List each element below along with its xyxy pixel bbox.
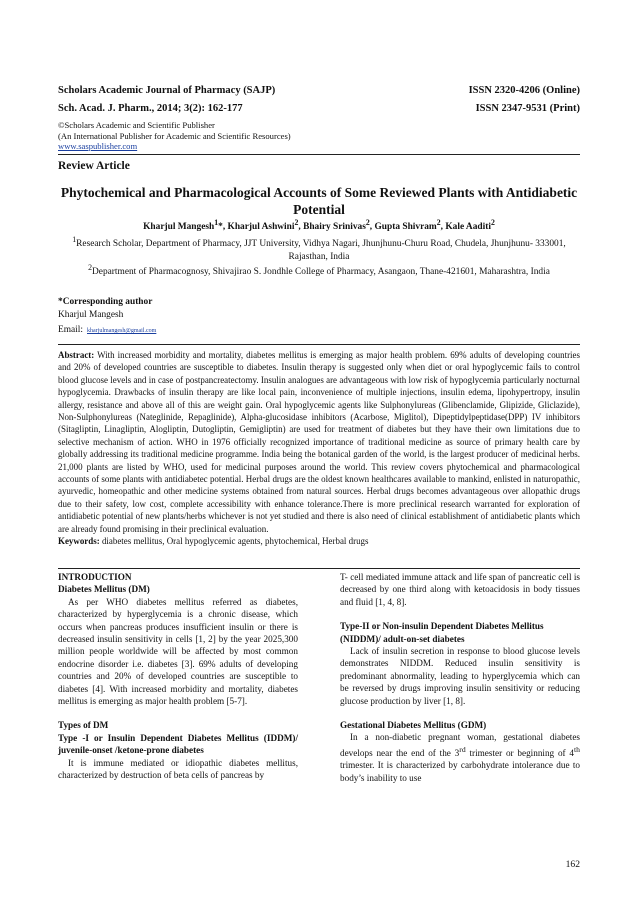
publisher-website-link[interactable]: www.saspublisher.com (58, 141, 138, 151)
gdm-paragraph: In a non-diabetic pregnant woman, gestational diabetes develops near the end of the 3rd trimester or beginning of 4th trimester. It is characterized by carbohydrate intolerance due to body’s inability to use (340, 732, 580, 783)
affiliation-1: $^1$Research Scholar, Department of Pharmacy, JJT University, Vidhya Nagari, Jhunjhunu-Churu Road, Chudela, Jhunjhunu- 333001, Rajasthan, India (72, 235, 566, 262)
type2-heading: Type-II or Non-insulin Dependent Diabetes Mellitus (NIDDM)/ adult-on-set diabetes (340, 621, 544, 644)
keywords-label: Keywords: (58, 536, 100, 547)
citation: Sch. Acad. J. Pharm., 2014; 3(2): 162-177 (58, 103, 243, 114)
issn-print: ISSN 2347-9531 (Print) (475, 103, 580, 114)
type1-heading: Type -I or Insulin Dependent Diabetes Mellitus (IDDM)/ juvenile-onset /ketone-prone diabetes (58, 732, 298, 756)
page-number: 162 (565, 859, 580, 870)
publisher-info (58, 120, 291, 152)
dm-heading: Diabetes Mellitus (DM) (58, 584, 150, 595)
author-1: Kharjul Mangesh (143, 222, 215, 233)
right-column (340, 571, 580, 784)
article-type: Review Article (58, 160, 130, 172)
abstract-label: Abstract: (58, 350, 95, 360)
author-3: Bhairy Srinivas (303, 222, 366, 233)
publisher-line2: (An International Publisher for Academic and Scientific Resources) (58, 130, 291, 141)
corresponding-label: *Corresponding author (58, 297, 153, 307)
corresponding-name: Kharjul Mangesh (58, 309, 124, 320)
corresponding-author (58, 296, 156, 338)
keywords-text: diabetes mellitus, Oral hypoglycemic agents, phytochemical, Herbal drugs (101, 536, 369, 547)
article-title: Phytochemical and Pharmacological Accounts of Some Reviewed Plants with Antidiabetic Potential (60, 185, 578, 217)
author-4: Gupta Shivram (374, 222, 437, 233)
header-divider (58, 154, 580, 155)
gdm-heading: Gestational Diabetes Mellitus (GDM) (340, 720, 487, 731)
continued-paragraph: T- cell mediated immune attack and life span of pancreatic cell is decreased by one third along with ketoacidosis in body tissues and fluid [1, 4, 8]. (340, 572, 580, 607)
abstract (58, 349, 580, 548)
author-list: Kharjul Mangesh$^1$*, Kharjul Ashwini$^2$, Bhairy Srinivas$^2$, Gupta Shivram$^2$, Kale Aaditi$^2$ (143, 218, 495, 233)
affiliation-2: $^2$Department of Pharmacognosy, Shivajirao S. Jondhle College of Pharmacy, Asangaon, Thane-421601, Maharashtra, India (88, 263, 550, 278)
introduction-heading: INTRODUCTION (58, 572, 132, 582)
issn-online: ISSN 2320-4206 (Online) (468, 85, 580, 96)
dm-paragraph: As per WHO diabetes mellitus referred as diabetes, characterized by hyperglycemia is a chronic disease, which occurs when pancreas produces insufficient insulin or there is decreased insulin sensitivity in cells [1, 2] by the year 2025,300 million people worldwide will be affected by most common endocrine disorder i.e. diabetes [3]. 69% adults of developing countries and 20% of developed countries are susceptible to diabetes [4]. With increased morbidity and mortality, diabetes mellitus is emerging as major health problem [5-7]. (58, 596, 298, 707)
journal-name: Scholars Academic Journal of Pharmacy (SAJP) (58, 85, 276, 96)
email-label: Email: (58, 325, 83, 335)
left-column (58, 571, 298, 782)
email-link[interactable]: kharjulmangesh@gmail.com (87, 328, 157, 334)
author-2: Kharjul Ashwini (227, 222, 295, 233)
type1-paragraph: It is immune mediated or idiopathic diabetes mellitus, characterized by destruction of beta cells of pancreas by (58, 757, 298, 781)
type2-paragraph: Lack of insulin secretion in response to blood glucose levels demonstrates NIDDM. Reduced insulin sensitivity is predominant abnormality, leading to hyperglycemia which can be reversed by drugs improving insulin sensitivity or reducing glucose production by liver [1, 8]. (340, 646, 580, 706)
publisher-line1: ©Scholars Academic and Scientific Publisher (58, 120, 215, 130)
types-heading: Types of DM (58, 720, 109, 731)
journal-header (58, 83, 580, 116)
author-5: Kale Aaditi (445, 222, 491, 233)
abstract-text: With increased morbidity and mortality, diabetes mellitus is emerging as major health problem. 69% adults of developing countries and 20% of developed countries are susceptible to diabetes. Insulin therapy is suggested only when diet or oral hypoglycemic fails to control blood glucose levels and in case of postpancreatectomy. Insulin analogues are advantageous with low risk of hypoglycemia particularly nocturnal hypoglycemia. Drawbacks of insulin therapy are like local pain, inconvenience of multiple injections, insulin edema, lipohypertropy, insulin allergy, resistance and above all of this are weight gain. Oral hypoglycemic agents like Sulphonylureas (Glibenclamide, Glipizide, Gliclazide), Non-Sulphonylureas (Nateglinide, Repaglinide), Alpha-glucosidase inhibitors (Acarbose, Miglitol), Dipeptidylpeptidase(DPP) IV inhibitors (Sitagliptin, Linagliptin, Alogliptin, Dutogliptin, Gemigliptin) are used for treatment of diabetes but they have their own limitations due to selective mechanism of action. WHO in 1976 officially recognized importance of traditional medicine as source of primary health care by globally addressing its traditional medicine programme. India being the botanical garden of the world, is the largest producer of medicinal herbs. 21,000 plants are listed by WHO, used for medicinal purposes around the world. This review covers phytochemical and pharmacological accounts of some plants with antidiabetec potential. Herbal drugs are the oldest known healthcares available to mankind, enlisted in naturopathic, ayurvedic, homeopathic and other medicine systems obtained from natural sources. Herbal drugs becomes advantageous over allopathic drugs due to their safety, low cost, complete accessibility with enhance tolerance.There is more preclinical research warranted for exploration of antidiabetic potential of new plants/herbs whichever is not yet studied and there is also need of clinical establishment of antidiabetic plants which are already found promising in their preclinical evaluation. (58, 350, 580, 534)
abstract-bottom-divider (58, 568, 580, 569)
abstract-top-divider (58, 344, 580, 345)
